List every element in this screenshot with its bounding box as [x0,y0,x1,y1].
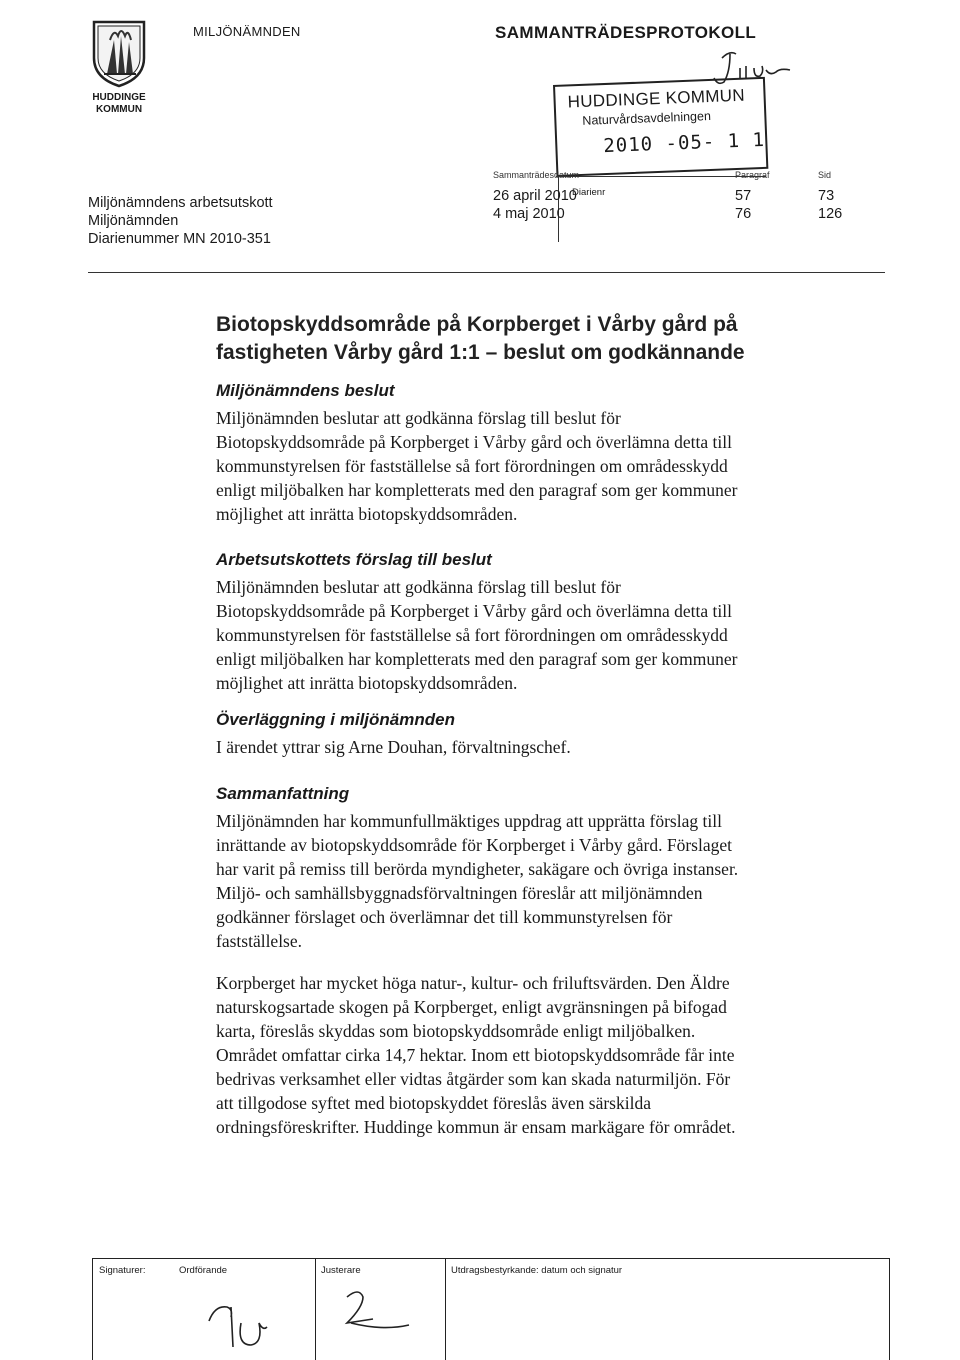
paragraph-2: 76 [735,206,752,222]
section-decision [216,380,836,526]
text-line: godkänner förslaget och överlämnar det till kommunstyrelsen för [216,907,673,927]
case-title [216,311,856,367]
text-line: Området omfattar cirka 14,7 hektar. Inom ett biotopskyddsområde får inte [216,1045,735,1065]
case-title-line-1: Biotopskyddsområde på Korpberget i Vårby gård på [216,313,738,336]
meta-bodies [88,194,273,248]
text-line: enligt miljöbalken har kompletterats med den paragraf som ger kommuner [216,480,738,500]
text-line: möjlighet att inrätta biotopskyddsområden. [216,504,518,524]
signatures-label: Signaturer: [99,1265,146,1276]
header-divider [88,272,885,273]
stamp-date: 2010 -05- 1 1 [602,128,766,158]
section-heading: Miljönämndens beslut [216,381,395,400]
paragraph-1: 57 [735,188,752,204]
diarienummer: Diarienummer MN 2010-351 [88,231,271,247]
coat-of-arms-icon [90,18,148,88]
date-1: 26 april 2010 [493,188,577,204]
text-line: inrättande av biotopskyddsområde för Korpberget i Vårby gård. Förslaget [216,835,732,855]
paragraph-header: Paragraf [735,170,770,180]
page-1: 73 [818,188,835,204]
paragraph-column [735,170,770,223]
text-line: möjlighet att inrätta biotopskyddsområden. [216,673,518,693]
section-heading: Överläggning i miljönämnden [216,710,455,729]
section-heading: Sammanfattning [216,784,350,803]
text-line: bedrivas verksamhet eller vidtas åtgärder som kan skada naturmiljön. För [216,1069,731,1089]
meta-body-2: Miljönämnden [88,213,179,229]
paragraph [216,575,836,695]
paragraph [216,406,836,526]
text-line: enligt miljöbalken har kompletterats med den paragraf som ger kommuner [216,649,738,669]
signature-box [92,1258,890,1360]
text-line: ordningsföreskrifter. Huddinge kommun är ensam markägare för området. [216,1117,736,1137]
text-line: att tillgodose syftet med biotopskyddet föreslås även särskilda [216,1093,651,1113]
text-line: Miljö- och samhällsbyggnadsförvaltningen föreslår att miljönämnden [216,883,703,903]
date-column [493,170,579,223]
chair-signature [193,1287,293,1360]
stamp-municipality: HUDDINGE KOMMUN [567,85,746,112]
signature-divider [315,1259,316,1360]
stamp-diarienr-label: Diarienr [572,187,606,198]
page-2: 126 [818,206,843,222]
page-header: Sid [818,170,832,180]
document-title: SAMMANTRÄDESPROTOKOLL [495,23,757,42]
section-body [216,809,836,1139]
paragraph [216,735,836,759]
text-line: Korpberget har mycket höga natur-, kultur- och friluftsvärden. Den Äldre [216,973,730,993]
text-line: I ärendet yttrar sig Arne Douhan, förvaltningschef. [216,737,571,757]
paragraph [216,809,836,953]
certification-label: Utdragsbestyrkande: datum och signatur [451,1265,623,1276]
text-line: Miljönämnden har kommunfullmäktiges uppdrag att upprätta förslag till [216,811,722,831]
section-body [216,406,836,526]
text-line: kommunstyrelsen för fastställelse så fort förordningen om områdesskydd [216,456,728,476]
text-line: Biotopskyddsområde på Korpberget i Vårby gård och överlämna detta till [216,601,732,621]
text-line: kommunstyrelsen för fastställelse så fort förordningen om områdesskydd [216,625,728,645]
text-line: Miljönämnden beslutar att godkänna förslag till beslut för [216,577,621,597]
stamp-department: Naturvårdsavdelningen [582,108,712,128]
adjuster-label: Justerare [321,1265,361,1276]
section-heading: Arbetsutskottets förslag till beslut [216,550,492,569]
text-line: Miljönämnden beslutar att godkänna förslag till beslut för [216,408,621,428]
text-line: karta, föreslås skyddas som biotopskyddsområde enligt miljöbalken. [216,1021,696,1041]
org-title: MILJÖNÄMNDEN [193,24,301,39]
text-line: fastställelse. [216,931,303,951]
meta-body-1: Miljönämndens arbetsutskott [88,195,273,211]
received-stamp [553,77,768,177]
section-body [216,735,836,759]
text-line: naturskogsartade skogen på Korpberget, enligt avgränsningen på bifogad [216,997,727,1017]
section-deliberation [216,709,836,759]
section-committee-proposal [216,549,836,695]
case-title-line-2: fastigheten Vårby gård 1:1 – beslut om godkännande [216,341,745,364]
text-line: har varit på remiss till berörda myndigheter, sakägare och övriga instanser. [216,859,739,879]
chair-label: Ordförande [179,1265,228,1276]
date-2: 4 maj 2010 [493,206,565,222]
section-summary [216,783,836,1139]
municipality-name: HUDDINGE KOMMUN [92,92,146,115]
text-line: Biotopskyddsområde på Korpberget i Vårby gård och överlämna detta till [216,432,732,452]
adjuster-signature [333,1285,433,1350]
date-header: Sammanträdesdatum [493,170,580,180]
section-body [216,575,836,695]
page-column [818,170,842,223]
signature-divider [445,1259,446,1360]
paragraph [216,971,836,1139]
